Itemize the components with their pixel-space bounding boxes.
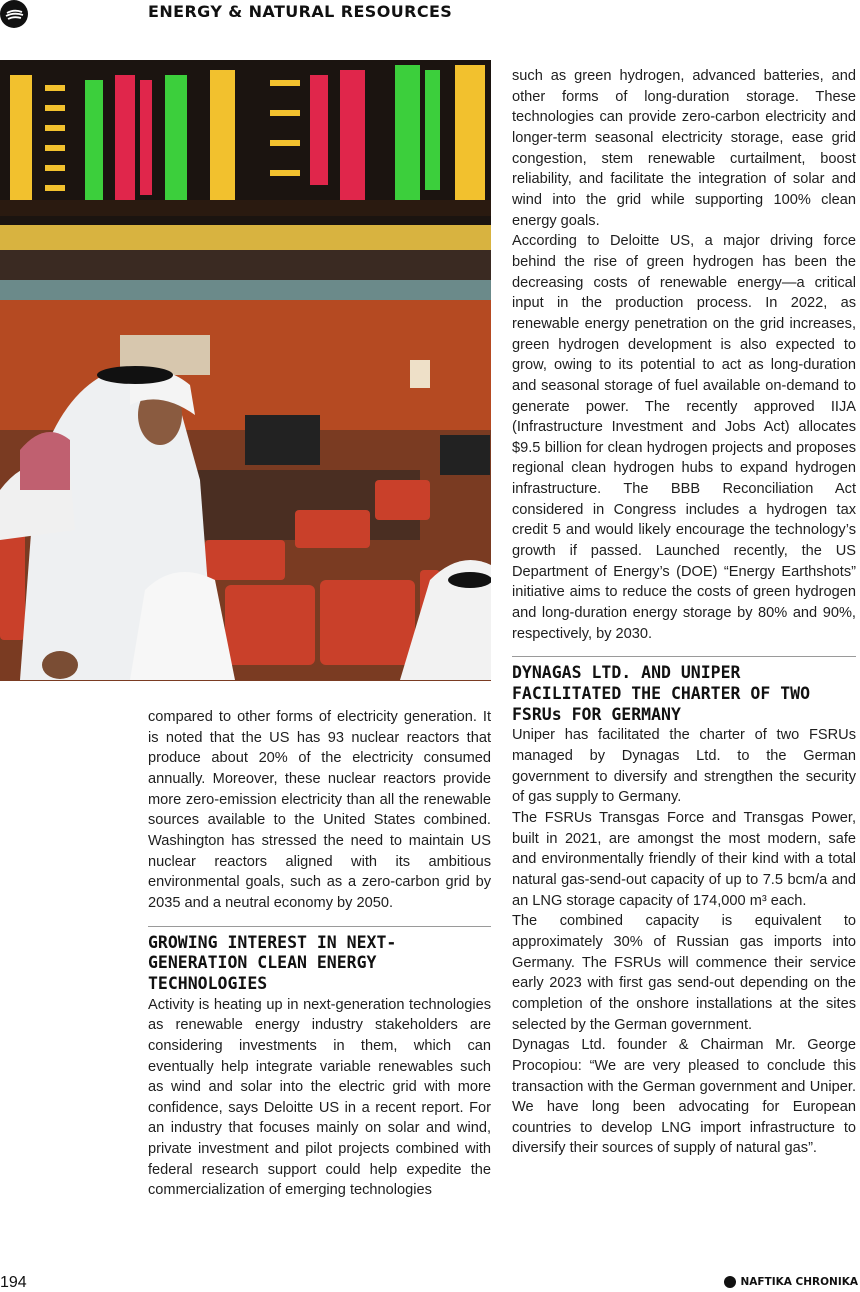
footer-brand [724, 1276, 858, 1288]
right-paragraph-6: Dynagas Ltd. founder & Chairman Mr. George Procopiou: “We are very pleased to conclude this transaction with the German government and Uniper. We have long been advocating for European countries to develop LNG import infrastructure to diversify their sources of supply of natural gas”. [512, 1037, 856, 1157]
section-heading-growing-interest: GROWING INTEREST IN NEXT-GENERATION CLEAN ENERGY TECHNOLOGIES [148, 932, 397, 993]
left-paragraph-1: compared to other forms of electricity generation. It is noted that the US has 93 nuclear reactors that produce about 20% of the electricity consumed annually. Moreover, these nuclear reactors provide more zero-emission electricity than all the renewable sources available to the United States combined. Washington has stressed the need to maintain US nuclear reactors aligned with its ambitious environmental goals, such as a zero-carbon grid by 2035 and a neutral economy by 2050. [148, 709, 491, 911]
right-paragraph-5: The combined capacity is equivalent to approximately 30% of Russian gas imports into Germany. The FSRUs will commence their service early 2023 with first gas send-out depending on the completion of the onshore installations at the sites selected by the German government. [512, 913, 856, 1033]
article-photo [0, 60, 491, 681]
left-paragraph-2: Activity is heating up in next-generation technologies as renewable energy industry stakeholders are considering investments in them, which can eventually help integrate variable renewables such as wind and solar into the electric grid with more confidence, says Deloitte US in a recent report. For an industry that focuses mainly on solar and wind, private investment and pilot projects combined with federal research support could help expedite the commercialization of emerging technologies [148, 996, 491, 1199]
right-paragraph-2: According to Deloitte US, a major driving force behind the rise of green hydrogen has been the decreasing costs of renewable energy—a critical input in the production process. In 2022, as renewable energy penetration on the grid increases, green hydrogen development is also expected to grow, owing to its potential to act as long-duration and seasonal storage of fuel available on-demand to generate power. The recently approved IIJA (Infrastructure Investment and Jobs Act) allocates $9.5 billion for clean hydrogen projects and proposes regional clean hydrogen hubs to expand hydrogen infrastructure. The BBB Reconciliation Act considered in Congress includes a hydrogen tax credit 5 and would likely encourage the technology’s growth if passed. Launched recently, the US Department of Energy’s (DOE) “Energy Earthshots” initiative aims to reduce the costs of green hydrogen and long-duration energy storage by 80% and 90%, respectively, by 2030. [512, 233, 856, 642]
divider [512, 656, 856, 657]
brand-logo-icon [724, 1276, 736, 1288]
right-paragraph-3: Uniper has facilitated the charter of two FSRUs managed by Dynagas Ltd. to the German government to diversify and strengthen the security of gas supply to Germany. [512, 727, 856, 806]
left-column [148, 707, 491, 1201]
brand-logo-icon [0, 0, 28, 28]
footer-brand-label: NAFTIKA CHRONIKA [740, 1276, 858, 1288]
section-title: ENERGY & NATURAL RESOURCES [148, 2, 453, 21]
right-paragraph-1: such as green hydrogen, advanced batteries, and other forms of long-duration storage. These technologies can provide zero-carbon electricity and longer-term seasonal electricity storage, ease grid congestion, stem renewable curtailment, boost reliability, and facilitate the integration of solar and wind into the grid while supporting 100% clean energy goals. [512, 68, 856, 229]
page-number: 194 [0, 1274, 27, 1291]
right-paragraph-4: The FSRUs Transgas Force and Transgas Power, built in 2021, are amongst the most modern, safe and environmentally friendly of their kind with a total natural gas-send-out capacity of up to 7.5 bcm/a and an LNG storage capacity of 174,000 m³ each. [512, 809, 856, 909]
divider [148, 926, 491, 927]
section-heading-dynagas: DYNAGAS LTD. AND UNIPER FACILITATED THE CHARTER OF TWO FSRUs FOR GERMANY [512, 663, 811, 724]
right-column [512, 66, 856, 1159]
